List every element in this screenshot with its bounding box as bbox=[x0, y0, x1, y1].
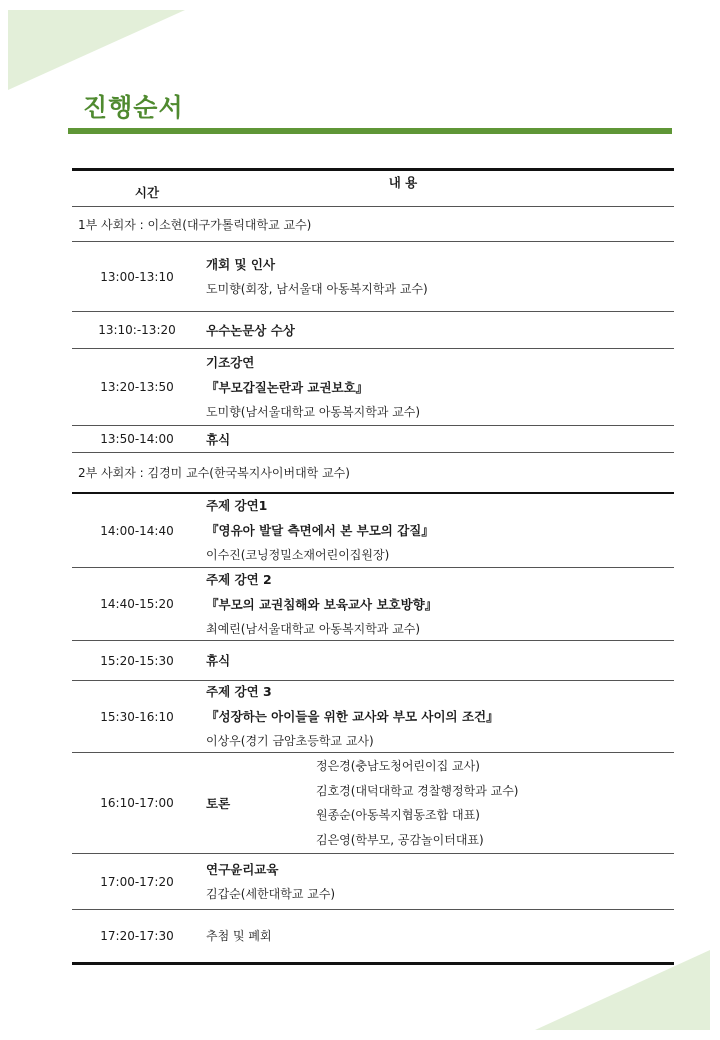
panelist: 김은영(학부모, 공감놀이터대표) bbox=[316, 832, 484, 847]
row-content bbox=[202, 641, 674, 680]
row-title: 기조강연 bbox=[206, 354, 255, 370]
row-speaker: 이수진(코닝정밀소재어린이집원장) bbox=[206, 548, 390, 562]
row-speaker: 김갑순(세한대학교 교수) bbox=[206, 886, 336, 901]
row-time: 17:20-17:30 bbox=[100, 929, 174, 943]
row-time: 14:40-15:20 bbox=[100, 597, 174, 611]
table-row bbox=[72, 681, 674, 753]
row-time: 17:00-17:20 bbox=[100, 874, 174, 889]
row-title: 우수논문상 수상 bbox=[206, 322, 295, 338]
table-row bbox=[72, 312, 674, 349]
section-part2-label: 2부 사회자 : 김경미 교수(한국복지사이버대학 교수) bbox=[78, 466, 350, 480]
table-row bbox=[72, 349, 674, 426]
section-part2 bbox=[72, 453, 674, 494]
row-subtitle: 『부모의 교권침해와 보육교사 보호방향』 bbox=[206, 596, 438, 612]
row-content bbox=[202, 242, 674, 311]
row-time: 16:10-17:00 bbox=[100, 796, 174, 810]
row-title: 주제 강연 3 bbox=[206, 684, 272, 699]
row-content bbox=[202, 568, 674, 640]
row-title: 주제 강연1 bbox=[206, 498, 268, 513]
row-time: 13:50-14:00 bbox=[100, 432, 174, 446]
row-time: 13:00-13:10 bbox=[100, 269, 174, 284]
table-row bbox=[72, 854, 674, 910]
table-header bbox=[72, 171, 674, 207]
row-title: 휴식 bbox=[206, 431, 231, 447]
row-content bbox=[202, 854, 674, 909]
row-content bbox=[202, 426, 674, 452]
row-speaker: 최예린(남서울대학교 아동복지학과 교수) bbox=[206, 621, 421, 636]
header-time: 시간 bbox=[134, 184, 160, 200]
row-content bbox=[202, 681, 674, 752]
title-underline bbox=[68, 128, 672, 134]
row-title: 휴식 bbox=[206, 653, 231, 668]
section-part1: 1부 사회자 : 이소현(대구가톨릭대학교 교수) bbox=[72, 207, 674, 242]
row-content bbox=[202, 349, 674, 425]
schedule-table bbox=[72, 168, 674, 965]
table-row bbox=[72, 494, 674, 568]
row-title: 주제 강연 2 bbox=[206, 571, 272, 587]
table-row bbox=[72, 641, 674, 681]
row-content bbox=[202, 312, 674, 348]
row-time: 14:00-14:40 bbox=[100, 523, 174, 538]
row-speaker: 이상우(경기 금암초등학교 교사) bbox=[206, 734, 374, 748]
row-speaker: 도미향(회장, 남서울대 아동복지학과 교수) bbox=[206, 281, 428, 296]
row-subtitle: 『성장하는 아이들을 위한 교사와 부모 사이의 조건』 bbox=[206, 709, 499, 724]
discussion-label: 토론 bbox=[206, 796, 231, 811]
row-subtitle: 『부모갑질논란과 교권보호』 bbox=[206, 379, 369, 395]
panelist: 정은경(충남도청어린이집 교사) bbox=[316, 759, 480, 773]
row-content bbox=[202, 494, 674, 567]
discussion-row bbox=[72, 753, 674, 854]
row-title: 추첨 및 폐회 bbox=[206, 928, 272, 943]
header-content: 내 용 bbox=[388, 175, 418, 190]
table-row bbox=[72, 568, 674, 641]
row-title: 연구윤리교육 bbox=[206, 861, 279, 877]
panelist: 원종순(아동복지협동조합 대표) bbox=[316, 808, 480, 822]
row-subtitle: 『영유아 발달 측면에서 본 부모의 갑질』 bbox=[206, 523, 434, 538]
row-time: 13:10:-13:20 bbox=[98, 323, 176, 337]
row-time: 15:30-16:10 bbox=[100, 709, 174, 724]
row-time: 13:20-13:50 bbox=[100, 380, 174, 394]
table-row bbox=[72, 426, 674, 453]
panelist: 김호경(대덕대학교 경찰행정학과 교수) bbox=[316, 783, 519, 798]
row-title: 개회 및 인사 bbox=[206, 256, 276, 272]
page-title: 진행순서 bbox=[83, 93, 184, 122]
panelist-list bbox=[316, 753, 674, 853]
corner-decoration-top bbox=[0, 0, 190, 95]
row-content bbox=[202, 910, 674, 962]
table-row bbox=[72, 910, 674, 965]
table-row bbox=[72, 242, 674, 312]
row-time: 15:20-15:30 bbox=[100, 653, 174, 668]
row-speaker: 도미향(남서울대학교 아동복지학과 교수) bbox=[206, 404, 421, 419]
